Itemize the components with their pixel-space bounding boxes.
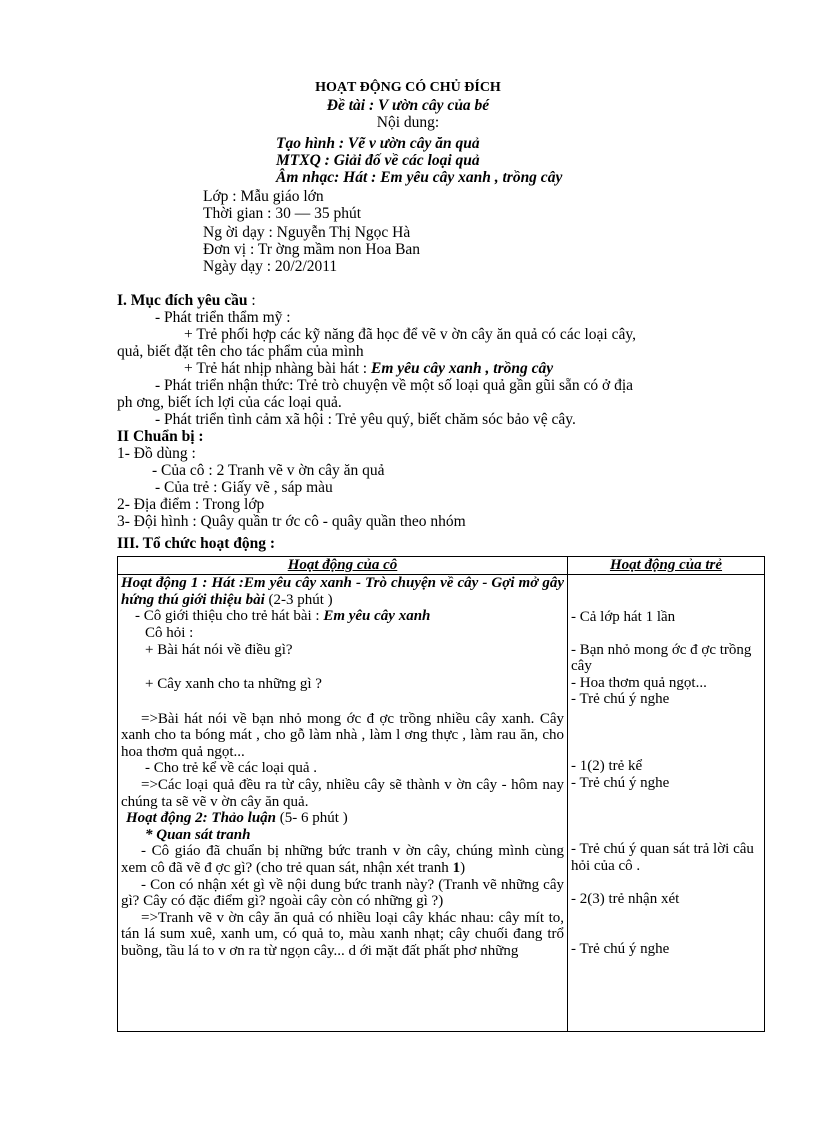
section1-line: quả, biết đặt tên cho tác phẩm của mình	[117, 343, 364, 360]
column-header-teacher: Hoạt động của cô	[118, 557, 568, 575]
child-text: - Trẻ chú ý quan sát trả lời câu hỏi của cô .	[571, 841, 754, 874]
section2-line: 2- Địa điểm : Trong lớp	[117, 496, 265, 513]
info-class: Lớp : Mẫu giáo lớn	[203, 188, 324, 205]
teacher-text: - Cho trẻ kể về các loại quả .	[145, 760, 318, 777]
content-item-music: Âm nhạc: Hát : Em yêu cây xanh , trồng cây	[276, 169, 563, 186]
activity2-title: Hoạt động 2: Thảo luận (5- 6 phút )	[126, 810, 348, 827]
child-text: - 2(3) trẻ nhận xét	[571, 891, 680, 908]
teacher-text: + Bài hát nói về điều gì?	[145, 642, 293, 659]
teacher-activity-cell	[118, 575, 568, 1032]
info-time: Thời gian : 30 — 35 phút	[203, 205, 362, 222]
info-unit: Đơn vị : Tr ờng mầm non Hoa Ban	[203, 241, 421, 258]
section2-line: 1- Đồ dùng :	[117, 445, 196, 462]
section2-heading: II Chuẩn bị :	[117, 428, 204, 445]
child-text: - Trẻ chú ý nghe	[571, 774, 670, 791]
info-date: Ngày dạy : 20/2/2011	[203, 258, 338, 275]
content-label: Nội dung:	[376, 114, 440, 131]
teacher-text: - Cô giáo đã chuẩn bị những bức tranh v ờn cây, chúng mình cùng xem cô đã vẽ đ ợc gì? (cho trẻ quan sát, nhận xét tranh 1)	[121, 843, 564, 876]
teacher-text: =>Các loại quả đều ra từ cây, nhiều cây sẽ thành v ờn cây - hôm nay chúng ta sẽ vẽ v ờn cây ăn quả.	[121, 776, 564, 810]
section1-line: + Trẻ phối hợp các kỹ năng đã học để vẽ v ờn cây ăn quả có các loại cây,	[184, 326, 636, 343]
section2-line: 3- Đội hình : Quây quần tr ớc cô - quây quần theo nhóm	[117, 513, 466, 530]
section3-heading: III. Tổ chức hoạt động :	[117, 535, 276, 552]
section1-line: - Phát triển thẩm mỹ :	[155, 309, 291, 326]
teacher-text: - Con có nhận xét gì về nội dung bức tranh này? (Tranh vẽ những cây gì? Cây có đặc điểm gì? ngoài cây còn có những gì ?)	[121, 876, 564, 910]
section2-line: - Của trẻ : Giấy vẽ , sáp màu	[155, 479, 333, 496]
table-row	[118, 575, 765, 1032]
topic-line: Đề tài : V ườn cây của bé	[326, 97, 490, 114]
column-header-child: Hoạt động của trẻ	[568, 557, 765, 575]
child-text: - Hoa thơm quả ngọt...	[571, 674, 707, 691]
section1-line: - Phát triển tình cảm xã hội : Trẻ yêu quý, biết chăm sóc bảo vệ cây.	[155, 411, 576, 428]
section1-line: ph ơng, biết ích lợi của các loại quả.	[117, 394, 342, 411]
child-activity-cell	[568, 575, 765, 1032]
child-text: - Cả lớp hát 1 lần	[571, 609, 676, 625]
child-text: - Trẻ chú ý nghe	[571, 691, 670, 708]
teacher-text: - Cô giới thiệu cho trẻ hát bài : Em yêu cây xanh	[135, 608, 431, 625]
content-item-art: Tạo hình : Vẽ v ườn cây ăn quả	[276, 135, 480, 152]
child-text: - 1(2) trẻ kể	[571, 757, 643, 774]
info-teacher: Ng ời dạy : Nguyễn Thị Ngọc Hà	[203, 224, 411, 241]
child-text: - Trẻ chú ý nghe	[571, 940, 670, 957]
activity-table	[117, 556, 765, 1032]
section1-line: - Phát triển nhận thức: Trẻ trò chuyện về một số loại quả gần gũi sẵn có ở địa	[155, 377, 634, 394]
content-item-mtxq: MTXQ : Giải đố về các loại quả	[276, 152, 480, 169]
document-title: HOẠT ĐỘNG CÓ CHỦ ĐÍCH	[315, 80, 501, 95]
table-header-row	[118, 557, 765, 575]
section1-heading: I. Mục đích yêu cầu :	[117, 292, 256, 309]
teacher-text: + Cây xanh cho ta những gì ?	[145, 675, 322, 692]
teacher-text: =>Tranh vẽ v ờn cây ăn quả có nhiều loại cây khác nhau: cây mít to, tán lá sum xuê, xanh um, có quả to, màu xanh nhạt; cây chuối đang trổ buồng, tầu lá to v ơn ra từ ngọn cây... d ới mặt đất phất phơ những	[121, 909, 564, 959]
teacher-text: =>Bài hát nói về bạn nhỏ mong ớc đ ợc trồng nhiều cây xanh. Cây xanh cho ta bóng mát , cho gỗ làm nhà , làm l ơng thực , làm rau ăn, cho hoa thơm quả ngọt...	[121, 710, 564, 760]
activity1-title: Hoạt động 1 : Hát :Em yêu cây xanh - Trò chuyện về cây - Gợi mở gây hứng thú giới thiệu bài (2-3 phút )	[121, 575, 564, 608]
teacher-text: * Quan sát tranh	[145, 826, 251, 843]
child-text: - Bạn nhỏ mong ớc đ ợc trồng cây	[571, 641, 752, 675]
section2-line: - Của cô : 2 Tranh vẽ v ờn cây ăn quả	[152, 462, 385, 479]
teacher-text: Cô hỏi :	[145, 624, 194, 641]
section1-line: + Trẻ hát nhịp nhàng bài hát : Em yêu cây xanh , trồng cây	[184, 360, 554, 377]
